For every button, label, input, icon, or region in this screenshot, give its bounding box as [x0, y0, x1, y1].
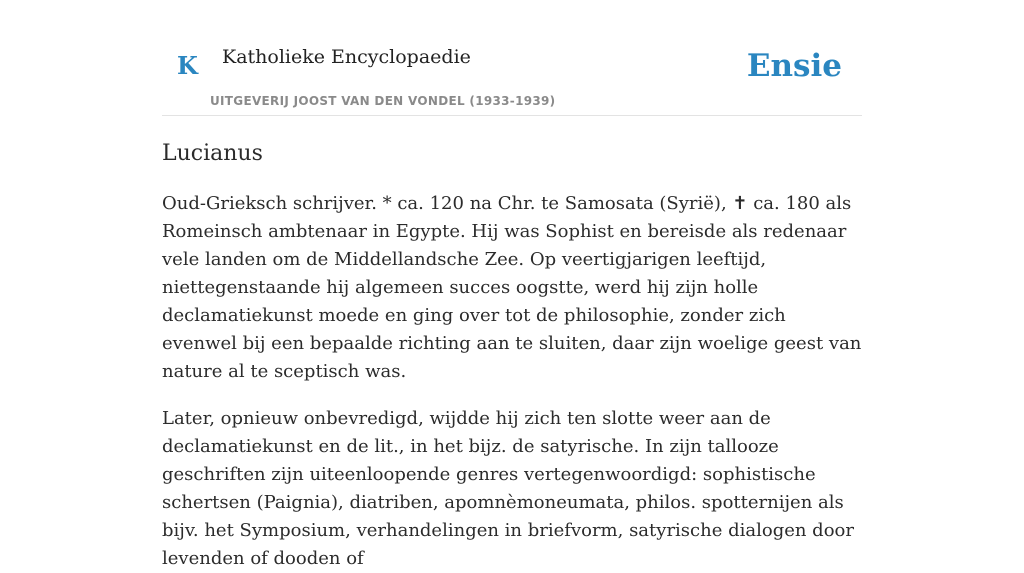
ensie-logo-link[interactable]: Ensie	[746, 48, 842, 84]
publication-title-link[interactable]: Katholieke Encyclopaedie	[222, 46, 471, 68]
article-paragraph: Oud-Grieksch schrijver. * ca. 120 na Chr. te Samosata (Syrië), ✝ ca. 180 als Romeinsch ambtenaar in Egypte. Hij was Sophist en bereisde als redenaar vele landen om de Middellandsche Zee. Op veertigjarigen leeftijd, niettegenstaande hij algemeen succes oogstte, werd hij zijn holle declamatiekunst moede en ging over tot de philosophie, zonder zich evenwel bij een bepaalde richting aan te sluiten, daar zijn woelige geest van nature al te sceptisch was.	[162, 193, 862, 382]
page	[162, 0, 862, 569]
article-paragraph: Later, opnieuw onbevredigd, wijdde hij zich ten slotte weer aan de declamatiekunst en de lit., in het bijz. de satyrische. In zijn tallooze geschriften zijn uiteenloopende genres vertegenwoordigd: sophistische schertsen (Paignia), diatriben, apomnèmoneumata, philos. spotternijen als bijv. het Symposium, verhandelingen in briefvorm, satyrische dialogen door levenden of dooden of	[162, 408, 854, 569]
article	[162, 138, 862, 573]
publication-logo[interactable]: K	[177, 51, 198, 80]
site-header	[162, 0, 862, 116]
publisher-label: UITGEVERIJ JOOST VAN DEN VONDEL (1933-1939)	[210, 94, 556, 108]
article-title: Lucianus	[162, 141, 263, 166]
